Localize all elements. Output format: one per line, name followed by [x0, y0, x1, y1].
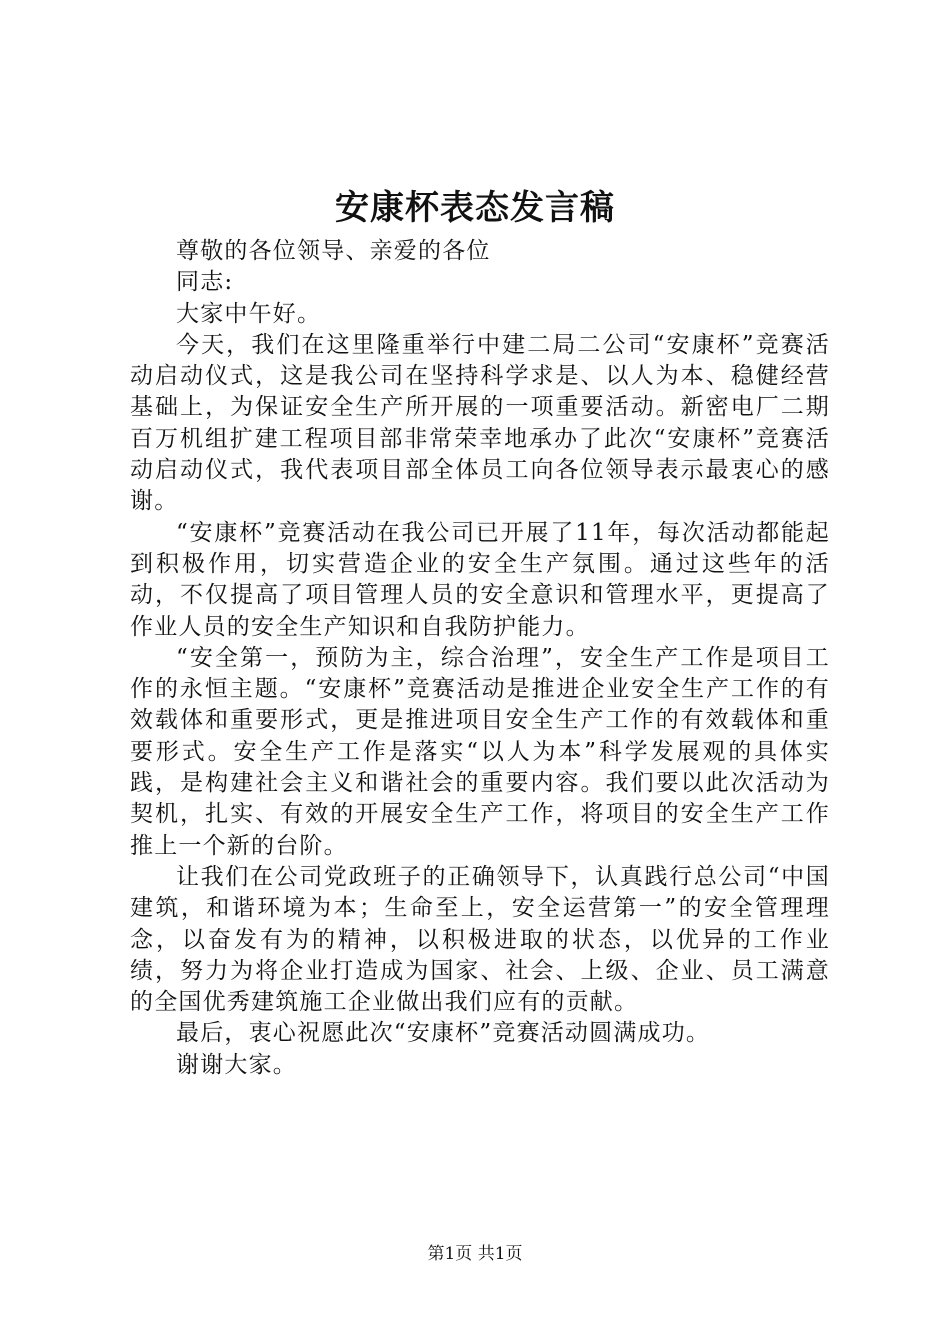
document-body [130, 236, 830, 1081]
closing-wish: 最后，衷心祝愿此次“安康杯”竞赛活动圆满成功。 [176, 1020, 711, 1047]
salutation-line-1: 尊敬的各位领导、亲爱的各位 [176, 238, 491, 264]
paragraph-principles: “安全第一，预防为主，综合治理”，安全生产工作是项目工作的永恒主题。“安康杯”竞赛活动是推进企业安全生产工作的有效载体和重要形式，更是推进项目安全生产工作的有效载体和重要形式。安全生产工作是落实“以人为本”科学发展观的具体实践，是构建社会主义和谐社会的重要内容。我们要以此次活动为契机，扎实、有效的开展安全生产工作，将项目的安全生产工作推上一个新的台阶。 [130, 644, 830, 859]
paragraph-history: “安康杯”竞赛活动在我公司已开展了11年，每次活动都能起到积极作用，切实营造企业的安全生产氛围。通过这些年的活动，不仅提高了项目管理人员的安全意识和管理水平，更提高了作业人员的安全生产知识和自我防护能力。 [130, 519, 830, 640]
document-title: 安康杯表态发言稿 [335, 188, 615, 228]
page-footer: 第1页 共1页 [427, 1244, 523, 1264]
paragraph-commitment: 让我们在公司党政班子的正确领导下，认真践行总公司“中国建筑，和谐环境为本；生命至上，安全运营第一”的安全管理理念，以奋发有为的精神，以积极进取的状态，以优异的工作业绩，努力为将企业打造成为国家、社会、上级、企业、员工满意的全国优秀建筑施工企业做出我们应有的贡献。 [130, 863, 830, 1016]
salutation-line-2: 同志: [176, 269, 234, 296]
greeting: 大家中午好。 [176, 300, 322, 327]
paragraph-opening: 今天，我们在这里隆重举行中建二局二公司“安康杯”竞赛活动启动仪式，这是我公司在坚持科学求是、以人为本、稳健经营基础上，为保证安全生产所开展的一项重要活动。新密电厂二期百万机组扩建工程项目部非常荣幸地承办了此次“安康杯”竞赛活动启动仪式，我代表项目部全体员工向各位领导表示最衷心的感谢。 [130, 331, 830, 515]
closing-thanks: 谢谢大家。 [176, 1051, 297, 1078]
